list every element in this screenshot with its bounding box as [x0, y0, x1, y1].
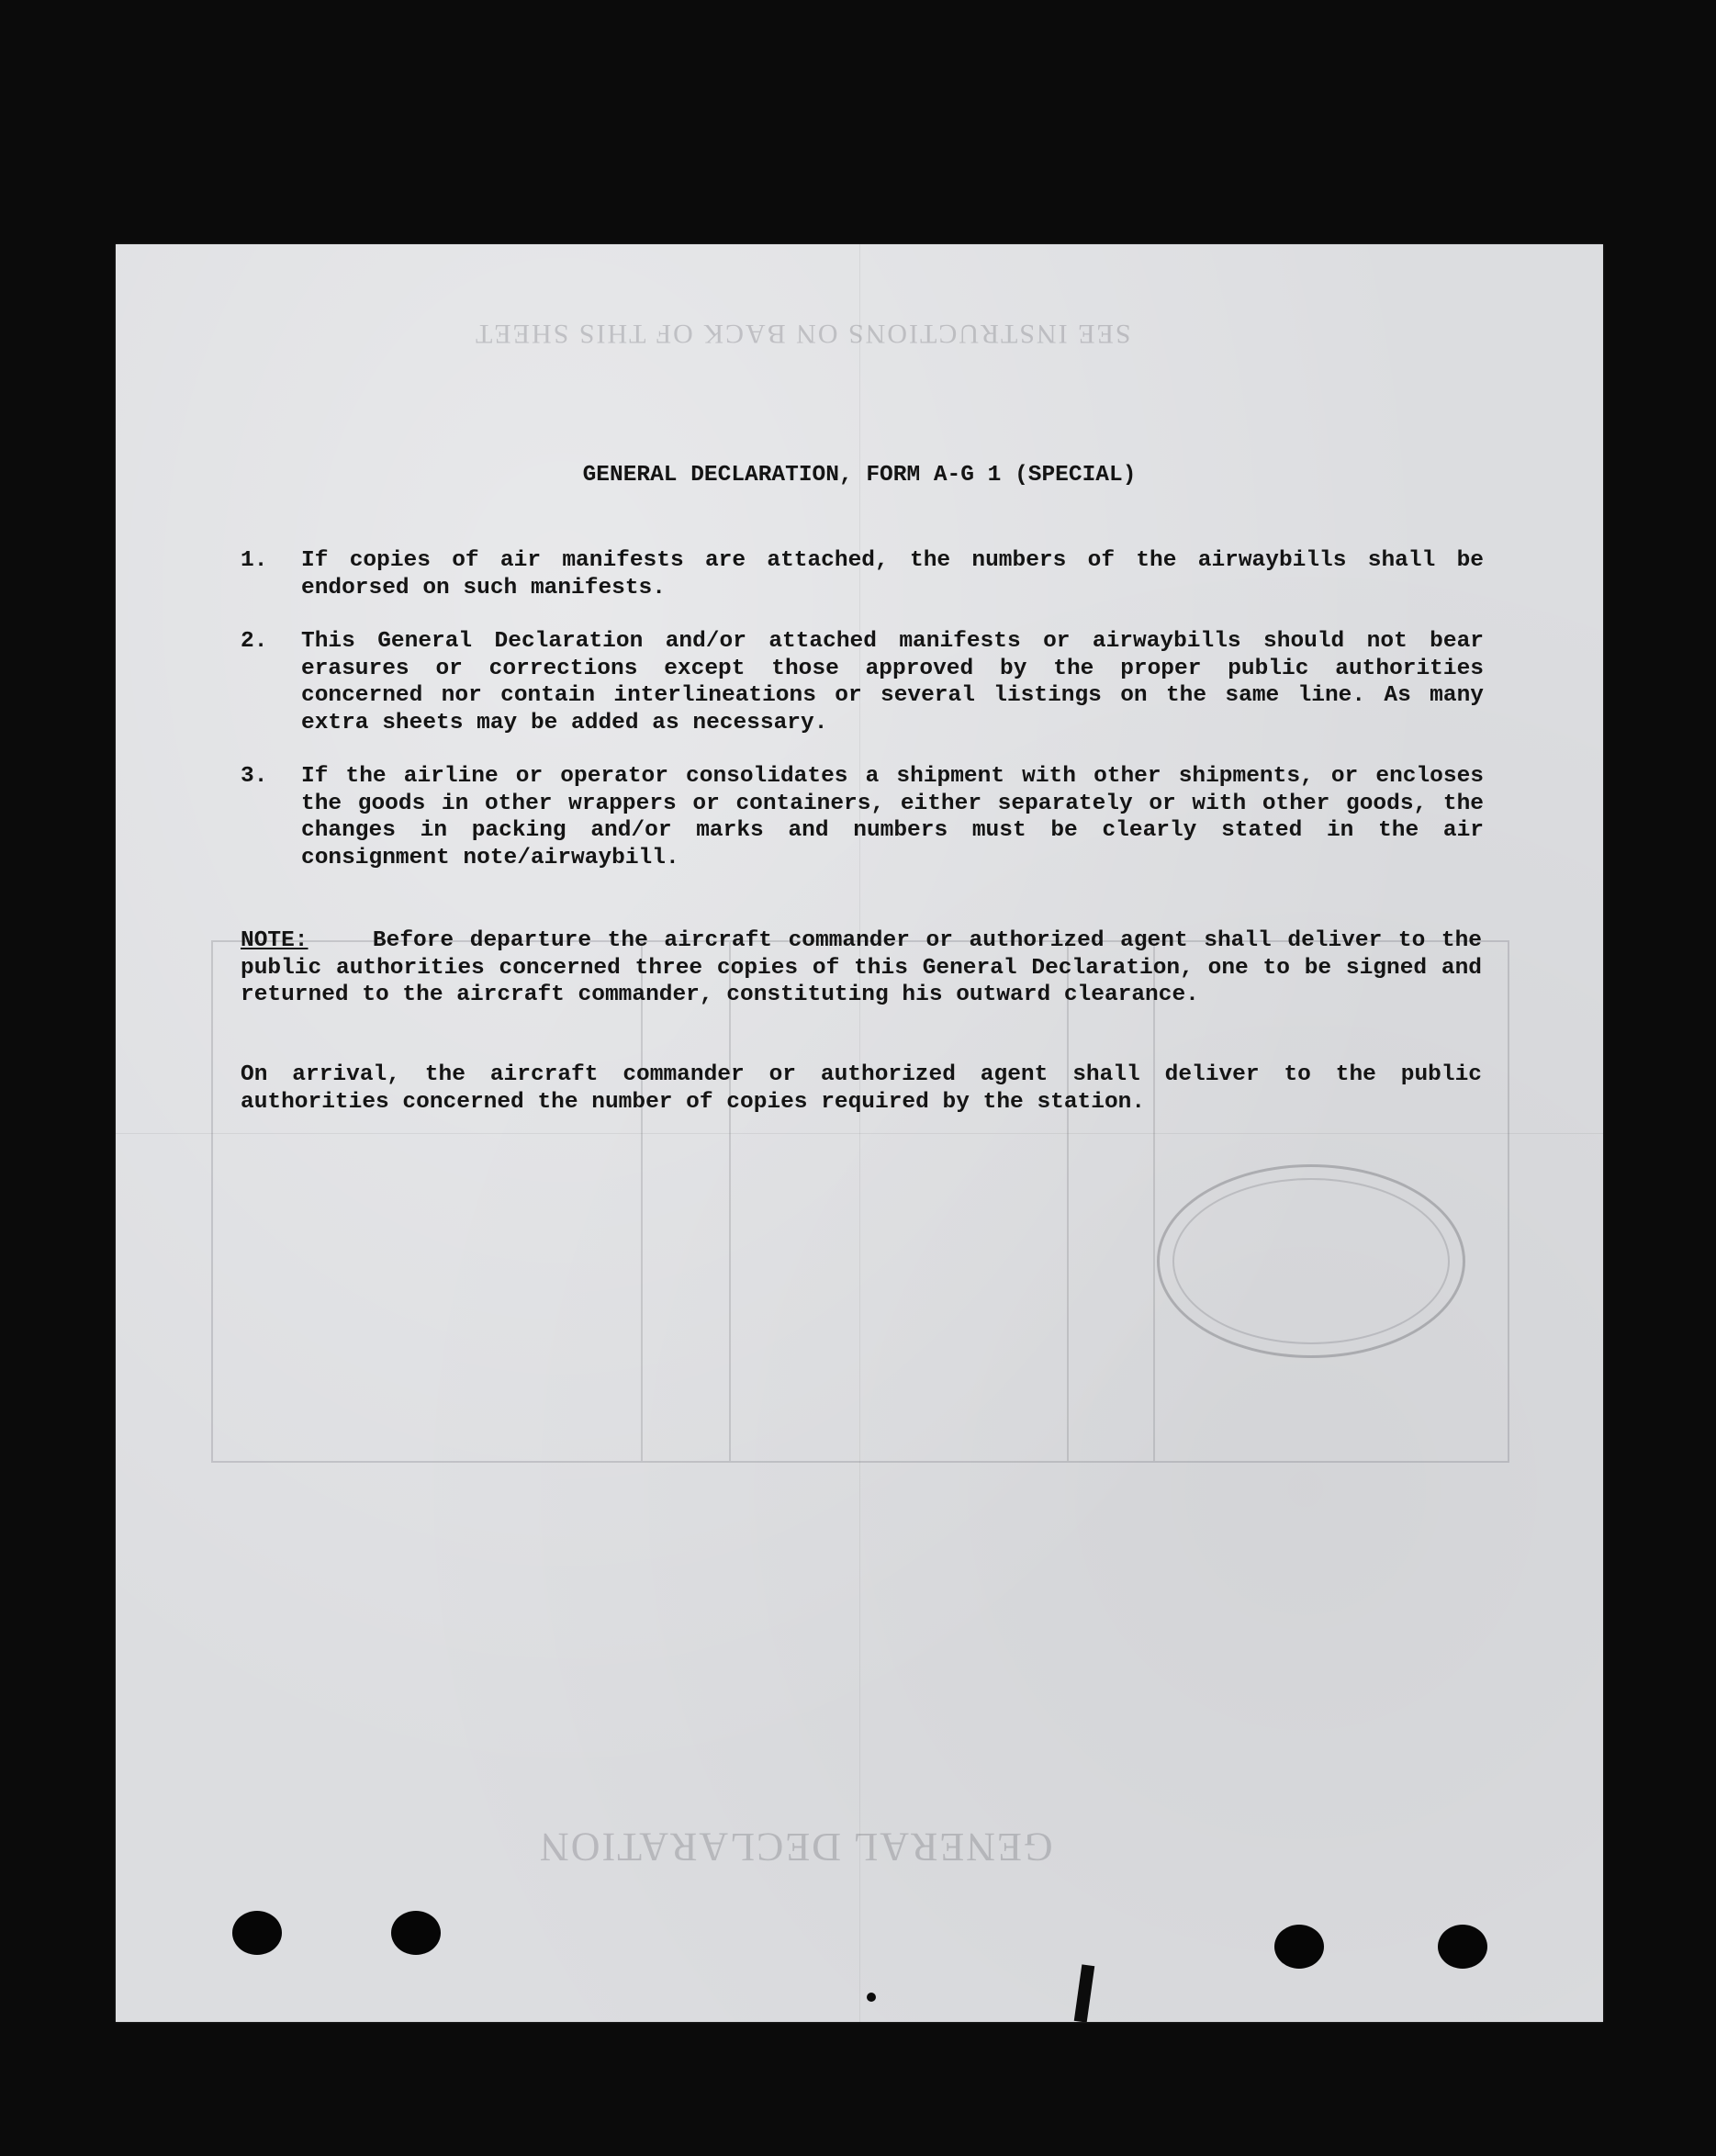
instruction-number: 2. — [241, 629, 268, 654]
punch-hole — [1274, 1925, 1324, 1969]
note-label: NOTE: — [241, 928, 308, 953]
arrival-paragraph: On arrival, the aircraft commander or authorized agent shall deliver to the public authorities concerned the number of copies required by the station. — [241, 1062, 1482, 1115]
punch-hole — [1438, 1925, 1487, 1969]
note-text: Before departure the aircraft commander or authorized agent shall deliver to the public authorities concerned three copies of this General Declaration, one to be signed and returned to the aircraft commander, constituting his outward clearance. — [241, 928, 1482, 1007]
bleed-through-heading: SEE INSTRUCTIONS ON BACK OF THIS SHEET — [474, 319, 1131, 349]
instruction-number: 1. — [241, 548, 268, 573]
form-title: GENERAL DECLARATION, FORM A-G 1 (SPECIAL) — [582, 463, 1137, 488]
document-sheet — [116, 244, 1603, 2022]
ink-smudge — [1074, 1964, 1094, 2022]
instruction-number: 3. — [241, 764, 268, 789]
instruction-text: This General Declaration and/or attached manifests or airwaybills should not bear erasures or corrections except those approved by the proper public authorities concerned nor contain interlineations or several listings on the same line. As many extra sheets may be added as necessary. — [301, 629, 1484, 736]
instruction-text: If the airline or operator consolidates a shipment with other shipments, or encloses the goods in other wrappers or containers, either separately or with other goods, the changes in packing and/or marks and numbers must be clearly stated in the air consignment note/airwaybill. — [301, 764, 1484, 870]
bleed-through-footer: GENERAL DECLARATION — [538, 1825, 1053, 1870]
ink-smudge — [867, 1993, 876, 2002]
punch-hole — [391, 1911, 441, 1955]
note-paragraph — [241, 927, 1482, 1009]
bleed-through-stamp — [1157, 1164, 1465, 1358]
punch-hole — [232, 1911, 282, 1955]
instruction-text: If copies of air manifests are attached, the numbers of the airwaybills shall be endorsed on such manifests. — [301, 548, 1484, 601]
